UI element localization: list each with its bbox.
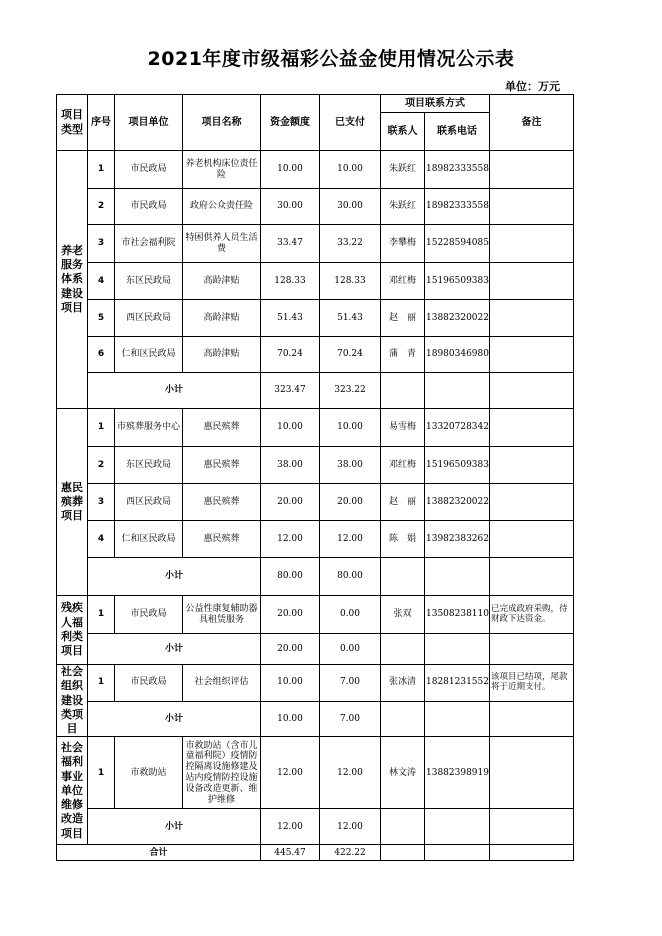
- name-cell: 惠民殡葬: [183, 484, 261, 521]
- table-row: [57, 263, 574, 300]
- unit-cell: 市民政局: [115, 596, 183, 634]
- header-paid: 已支付: [320, 95, 381, 151]
- header-contact: 联系人: [381, 113, 425, 151]
- contact-cell: 易雪梅: [381, 409, 425, 447]
- name-cell: 特困供养人员生活费: [183, 225, 261, 263]
- table-row: [57, 596, 574, 634]
- seq-cell: 6: [88, 337, 115, 373]
- contact-cell: 朱跃红: [381, 151, 425, 189]
- contact-cell: 赵 丽: [381, 300, 425, 337]
- empty-cell: [381, 558, 425, 596]
- page-title: 2021年度市级福彩公益金使用情况公示表: [147, 48, 515, 70]
- empty-cell: [425, 373, 490, 409]
- remark-cell: [490, 225, 574, 263]
- subtotal-row: [57, 634, 574, 665]
- header-remark: 备注: [490, 95, 574, 151]
- unit-cell: 市社会福利院: [115, 225, 183, 263]
- paid-cell: 12.00: [320, 521, 381, 558]
- seq-cell: 3: [88, 484, 115, 521]
- empty-cell: [381, 701, 425, 737]
- table-row: [57, 337, 574, 373]
- amount-cell: 70.24: [261, 337, 320, 373]
- table-row: [57, 665, 574, 702]
- amount-cell: 128.33: [261, 263, 320, 300]
- contact-cell: 邓红梅: [381, 447, 425, 484]
- subtotal-label: 小计: [88, 809, 261, 845]
- category-cell: 社会福利事业单位维修改造项目: [57, 737, 88, 845]
- phone-cell: 13982383262: [425, 521, 490, 558]
- contact-cell: 邓红梅: [381, 263, 425, 300]
- subtotal-amount: 10.00: [261, 701, 320, 737]
- unit-cell: 市民政局: [115, 151, 183, 189]
- total-label: 合计: [57, 845, 261, 861]
- name-cell: 社会组织评估: [183, 665, 261, 702]
- empty-cell: [425, 809, 490, 845]
- subtotal-amount: 80.00: [261, 558, 320, 596]
- paid-cell: 12.00: [320, 737, 381, 809]
- header-category: 项目类型: [57, 95, 88, 151]
- phone-cell: 13882398919: [425, 737, 490, 809]
- table-row: [57, 409, 574, 447]
- contact-cell: 李攀梅: [381, 225, 425, 263]
- category-cell: 惠民殡葬项目: [57, 409, 88, 596]
- unit-cell: 市民政局: [115, 189, 183, 225]
- amount-cell: 10.00: [261, 151, 320, 189]
- header-amount: 资金额度: [261, 95, 320, 151]
- amount-cell: 20.00: [261, 484, 320, 521]
- contact-cell: 陈 娟: [381, 521, 425, 558]
- remark-cell: [490, 737, 574, 809]
- phone-cell: 18982333558: [425, 151, 490, 189]
- contact-cell: 张双: [381, 596, 425, 634]
- remark-cell: [490, 263, 574, 300]
- phone-cell: 15228594085: [425, 225, 490, 263]
- empty-cell: [381, 634, 425, 665]
- subtotal-amount: 323.47: [261, 373, 320, 409]
- category-cell: 残疾人福利类项目: [57, 596, 88, 665]
- subtotal-paid: 80.00: [320, 558, 381, 596]
- remark-cell: [490, 409, 574, 447]
- remark-cell: [490, 447, 574, 484]
- phone-cell: 13882320022: [425, 484, 490, 521]
- seq-cell: 2: [88, 447, 115, 484]
- name-cell: 公益性康复辅助器具租赁服务: [183, 596, 261, 634]
- contact-cell: 朱跃红: [381, 189, 425, 225]
- phone-cell: 18281231552: [425, 665, 490, 702]
- seq-cell: 5: [88, 300, 115, 337]
- empty-cell: [381, 845, 425, 861]
- unit-label: 单位：万元: [505, 80, 560, 93]
- empty-cell: [381, 373, 425, 409]
- phone-cell: 15196509383: [425, 447, 490, 484]
- subtotal-label: 小计: [88, 558, 261, 596]
- amount-cell: 10.00: [261, 409, 320, 447]
- table-row: [57, 484, 574, 521]
- subtotal-paid: 7.00: [320, 701, 381, 737]
- name-cell: 市救助站（含市儿童福利院）疫情防控隔离设施修建及站内疫情防控设施设备改造更新、维护维修: [183, 737, 261, 809]
- header-contact-group: 项目联系方式: [381, 95, 490, 113]
- remark-cell: [490, 337, 574, 373]
- fund-table: [56, 94, 574, 861]
- paid-cell: 38.00: [320, 447, 381, 484]
- seq-cell: 1: [88, 665, 115, 702]
- paid-cell: 30.00: [320, 189, 381, 225]
- paid-cell: 70.24: [320, 337, 381, 373]
- phone-cell: 13508238110: [425, 596, 490, 634]
- unit-cell: 仁和区民政局: [115, 337, 183, 373]
- name-cell: 养老机构床位责任险: [183, 151, 261, 189]
- empty-cell: [490, 701, 574, 737]
- seq-cell: 4: [88, 521, 115, 558]
- phone-cell: 18980346980: [425, 337, 490, 373]
- unit-cell: 东区民政局: [115, 447, 183, 484]
- empty-cell: [425, 845, 490, 861]
- contact-cell: 蒲 青: [381, 337, 425, 373]
- name-cell: 高龄津贴: [183, 337, 261, 373]
- header-seq: 序号: [88, 95, 115, 151]
- paid-cell: 0.00: [320, 596, 381, 634]
- subtotal-label: 小计: [88, 634, 261, 665]
- subtotal-row: [57, 558, 574, 596]
- paid-cell: 51.43: [320, 300, 381, 337]
- amount-cell: 33.47: [261, 225, 320, 263]
- contact-cell: 林文涛: [381, 737, 425, 809]
- remark-cell: [490, 151, 574, 189]
- phone-cell: 13320728342: [425, 409, 490, 447]
- category-cell: 养老服务体系建设项目: [57, 151, 88, 409]
- amount-cell: 30.00: [261, 189, 320, 225]
- remark-cell: [490, 484, 574, 521]
- seq-cell: 4: [88, 263, 115, 300]
- paid-cell: 7.00: [320, 665, 381, 702]
- amount-cell: 38.00: [261, 447, 320, 484]
- unit-cell: 东区民政局: [115, 263, 183, 300]
- empty-cell: [425, 701, 490, 737]
- subtotal-paid: 0.00: [320, 634, 381, 665]
- unit-cell: 西区民政局: [115, 484, 183, 521]
- seq-cell: 1: [88, 151, 115, 189]
- total-amount: 445.47: [261, 845, 320, 861]
- empty-cell: [490, 373, 574, 409]
- remark-cell: [490, 521, 574, 558]
- subtotal-row: [57, 809, 574, 845]
- paid-cell: 128.33: [320, 263, 381, 300]
- subtotal-paid: 323.22: [320, 373, 381, 409]
- unit-cell: 市救助站: [115, 737, 183, 809]
- table-row: [57, 225, 574, 263]
- header-unit: 项目单位: [115, 95, 183, 151]
- amount-cell: 10.00: [261, 665, 320, 702]
- amount-cell: 51.43: [261, 300, 320, 337]
- name-cell: 惠民殡葬: [183, 521, 261, 558]
- name-cell: 政府公众责任险: [183, 189, 261, 225]
- unit-cell: 西区民政局: [115, 300, 183, 337]
- empty-cell: [490, 809, 574, 845]
- subtotal-amount: 12.00: [261, 809, 320, 845]
- paid-cell: 33.22: [320, 225, 381, 263]
- table-row: [57, 151, 574, 189]
- header-name: 项目名称: [183, 95, 261, 151]
- empty-cell: [381, 809, 425, 845]
- phone-cell: 18982333558: [425, 189, 490, 225]
- amount-cell: 20.00: [261, 596, 320, 634]
- paid-cell: 10.00: [320, 151, 381, 189]
- remark-cell: [490, 189, 574, 225]
- phone-cell: 13882320022: [425, 300, 490, 337]
- name-cell: 惠民殡葬: [183, 409, 261, 447]
- empty-cell: [490, 634, 574, 665]
- subtotal-label: 小计: [88, 373, 261, 409]
- seq-cell: 1: [88, 737, 115, 809]
- subtotal-label: 小计: [88, 701, 261, 737]
- subtotal-row: [57, 701, 574, 737]
- seq-cell: 2: [88, 189, 115, 225]
- table-row: [57, 447, 574, 484]
- paid-cell: 20.00: [320, 484, 381, 521]
- empty-cell: [490, 845, 574, 861]
- remark-cell: 已完成政府采购，待财政下达资金。: [490, 596, 574, 634]
- table-row: [57, 189, 574, 225]
- table-row: [57, 521, 574, 558]
- seq-cell: 1: [88, 409, 115, 447]
- name-cell: 惠民殡葬: [183, 447, 261, 484]
- unit-cell: 仁和区民政局: [115, 521, 183, 558]
- phone-cell: 15196509383: [425, 263, 490, 300]
- subtotal-paid: 12.00: [320, 809, 381, 845]
- empty-cell: [425, 558, 490, 596]
- total-row: [57, 845, 574, 861]
- empty-cell: [425, 634, 490, 665]
- empty-cell: [490, 558, 574, 596]
- remark-cell: [490, 300, 574, 337]
- contact-cell: 张冰清: [381, 665, 425, 702]
- table-row: [57, 737, 574, 809]
- name-cell: 高龄津贴: [183, 263, 261, 300]
- unit-cell: 市民政局: [115, 665, 183, 702]
- name-cell: 高龄津贴: [183, 300, 261, 337]
- remark-cell: 该项目已结项，尾款将于近期支付。: [490, 665, 574, 702]
- subtotal-row: [57, 373, 574, 409]
- subtotal-amount: 20.00: [261, 634, 320, 665]
- seq-cell: 3: [88, 225, 115, 263]
- seq-cell: 1: [88, 596, 115, 634]
- category-cell: 社会组织建设类项目: [57, 665, 88, 737]
- header-phone: 联系电话: [425, 113, 490, 151]
- amount-cell: 12.00: [261, 737, 320, 809]
- unit-cell: 市殡葬服务中心: [115, 409, 183, 447]
- contact-cell: 赵 丽: [381, 484, 425, 521]
- table-row: [57, 300, 574, 337]
- paid-cell: 10.00: [320, 409, 381, 447]
- amount-cell: 12.00: [261, 521, 320, 558]
- total-paid: 422.22: [320, 845, 381, 861]
